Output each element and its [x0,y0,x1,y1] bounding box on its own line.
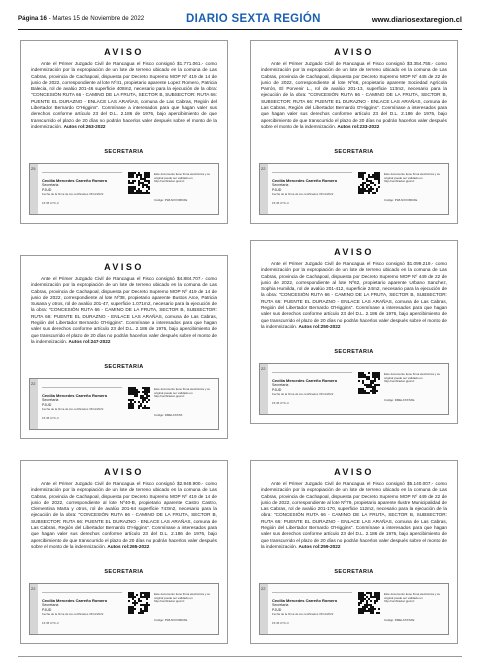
verification-text: Este documento tiene firma electrónica y su original puede ser validado en http://verificadoc.pjud.cl [154,387,211,399]
signature-date-note: Fecha de la firma de los certificados 15/11/2022 [272,612,334,616]
aviso-rol: Autos rol:263-2022 [63,123,106,129]
signer-role: Secretaria [42,398,59,402]
qr-code-icon[interactable] [128,172,150,194]
signature-block [29,378,219,430]
aviso-body [261,61,447,130]
signer-name: Cecilia Mercedes Carreño Romero [42,598,108,603]
signature-number: 22 [261,166,266,171]
aviso-title: AVISO [104,262,144,272]
signature-side-bar [260,364,268,414]
signature-number: 22 [31,586,36,591]
aviso-text: Ante el Primer Juzgado Civil de Rancagua el Fisco consignó $1.771.061.- como indemnización por la expropiación de un lote de terreno ubicado en la comuna de Las Cabras, provincia de Cachapoal, dispuesta por Decreto Supremo MOP Nº 419 de 14 de junio de 2022, correspondiente al lote Nº41, propietario aparente Lopez Romero, Patricia Balecia, rol de avalúo 201-46 superficie 408m2, necesario para la ejecución de la obra: "CONCESIÓN RUTA 66 - CAMINO DE LA FRUTA, SECTOR B, SUBSECTOR: RUTA 66: PUENTE EL DURAZNO - ENLACE LAS ARAÑAS, comuna de Las Cabras, Región del Libertador Bernardo O'Higgins". Conmínase a interesados para que hagan valer sus derechos conforme artículo 23 del D.L. 2.186 de 1976, bajo apercibimiento de que transcurrido el plazo de 20 días no podrán hacerlos valer después sobre el monto de la indemnización. [31,61,217,129]
signature-line [272,592,352,593]
aviso-title: AVISO [104,47,144,57]
verification-text: Este documento tiene firma electrónica y su original puede ser validado en http://verificadoc.pjud.cl [154,592,211,604]
signature-side-bar [30,164,38,214]
aviso-notice [20,40,228,224]
aviso-text: Ante el Primer Juzgado Civil de Rancagua el Fisco consignó $1.099.219.- como indemnización por la expropiación de un lote de terreno ubicado en la comuna de Las Cabras, provincia de Cachapoal, dispuesta por Decreto Supremo MOP Nº 449 de 22 de junio de 2022, correspondiente al lote Nº62, propietario aparente Urbano Sanchez, Sophia Humilda, rol de avalúo 201-412, superficie 24m2, necesario para la ejecución de la obra: "CONCESIÓN RUTA 66 - CAMINO DE LA FRUTA, SECTOR B, SUBSECTOR: RUTA 66: PUENTE EL DURAZNO - ENLACE LAS ARAÑAS, comuna de Las Cabras, Región del Libertador Bernardo O'Higgins". Conmínase a interesados para que hagan valer sus derechos conforme artículo 23 del D.L. 2.186 de 1976, bajo apercibimiento de que transcurrido el plazo de 20 días no podrán hacerlos valer después sobre el monto de la indemnización. [261,261,447,329]
aviso-body [261,481,447,550]
aviso-notice [20,460,228,644]
signature-line [42,172,122,173]
aviso-notice [20,255,228,439]
signature-block [259,363,449,415]
signer-role: Secretaria [272,603,289,607]
signature-side-bar [260,584,268,634]
signature-time: 15:45 UTC-3 [272,621,289,625]
secretaria-label: SECRETARIA [104,149,144,155]
signature-time: 15:45 UTC-3 [42,416,59,420]
page-info [18,15,144,22]
page-header [18,13,462,30]
qr-code-icon[interactable] [358,592,380,614]
verification-text: Este documento tiene firma electrónica y su original puede ser validado en http://verificadoc.pjud.cl [384,592,441,604]
verification-code: Código: DMELXXXSX [154,413,183,417]
newspaper-title: DIARIO SEXTA REGIÓN [186,13,321,25]
verification-code: Código: PWLNXXXMNXE [154,618,188,622]
qr-code-icon[interactable] [358,172,380,194]
signer-name: Cecilia Mercedes Carreño Romero [272,178,338,183]
aviso-body [31,276,217,345]
verification-text: Este documento tiene firma electrónica y su original puede ser validado en http://verificadoc.pjud.cl [384,372,441,384]
signer-role: Secretaria [42,183,59,187]
aviso-rol: Autos rol:233-2022 [337,123,380,129]
signature-side-bar [30,379,38,429]
signature-line [42,592,122,593]
signer-name: Cecilia Mercedes Carreño Romero [42,393,108,398]
signature-side-bar [30,584,38,634]
signature-time: 15:45 UTC-3 [42,621,59,625]
secretaria-label: SECRETARIA [334,149,374,155]
signature-time: 15:45 UTC-3 [272,401,289,405]
aviso-rol: Autos rol:247-2022 [68,338,111,344]
website-link[interactable]: www.diariosextaregion.cl [371,15,462,24]
secretaria-label: SECRETARIA [104,364,144,370]
signature-block [29,583,219,635]
signer-institution: PJUD [42,608,52,612]
signature-time: 15:45 UTC-3 [272,201,289,205]
aviso-rol: Autos rol:265-2022 [107,543,150,549]
qr-code-icon[interactable] [128,387,150,409]
signer-institution: PJUD [272,608,282,612]
signer-institution: PJUD [272,188,282,192]
signature-block [29,163,219,215]
signature-date-note: Fecha de la firma de los certificados 15/11/2022 [272,192,334,196]
aviso-notice [250,460,458,644]
signature-date-note: Fecha de la firma de los certificados 15/11/2022 [42,612,104,616]
signer-institution: PJUD [42,403,52,407]
qr-code-icon[interactable] [358,372,380,394]
signature-line [42,387,122,388]
aviso-text: Ante el Primer Juzgado Civil de Rancagua el Fisco consignó $5.140.007.- como indemnización por la expropiación de un lote de terreno ubicado en la comuna de Las Cabras, provincia de Cachapoal, dispuesta por Decreto Supremo MOP Nº 449 de 22 de junio de 2022, correspondiente al lote Nº79, propietario aparente Ilustre Municipalidad de Las Cabras, rol de avalúo 201-170, superficie 112m2, necesario para la ejecución de la obra: "CONCESIÓN RUTA 66 - CAMINO DE LA FRUTA, SECTOR B, SUBSECTOR: RUTA 66: PUENTE EL DURAZNO - ENLACE LAS ARAÑAS, comuna de Las Cabras, Región del Libertador Bernardo O'Higgins". Conmínase a interesados para que hagan valer sus derechos conforme artículo 23 del D.L. 2.186 de 1976, bajo apercibimiento de que transcurrido el plazo de 20 días no podrán hacerlos valer después sobre el monto de la indemnización. [261,481,447,549]
secretaria-label: SECRETARIA [334,349,374,355]
aviso-body [261,261,447,330]
aviso-body [31,481,217,550]
aviso-notice [250,40,458,224]
signature-block [259,163,449,215]
signer-name: Cecilia Mercedes Carreño Romero [272,598,338,603]
aviso-body [31,61,217,130]
aviso-title: AVISO [104,467,144,477]
page-number: Página 16 [18,15,47,22]
aviso-text: Ante el Primer Juzgado Civil de Rancagua el Fisco consignó $3.354.755.- como indemnización por la expropiación de un lote de terreno ubicado en la comuna de Las Cabras, provincia de Cachapoal, dispuesta por Decreto Supremo MOP Nº 445 de 22 de junio de 2022, correspondiente al lote Nº66, propietario aparente Sociedad Agrícola Parrón, El Porvenir L., rol de avalúo 201-13, superficie 113m2, necesario para la ejecución de la obra: "CONCESIÓN RUTA 66 - CAMINO DE LA FRUTA, SECTOR B, SUBSECTOR: RUTA 66: PUENTE EL DURAZNO - ENLACE LAS ARAÑAS, comuna de Las Cabras, Región del Libertador Bernardo O'Higgins". Conmínase a interesados para que hagan valer sus derechos conforme artículo 23 del D.L. 2.186 de 1976, bajo apercibimiento de que transcurrido el plazo de 20 días no podrán hacerlos valer después sobre el monto de la indemnización. [261,61,447,129]
secretaria-label: SECRETARIA [104,569,144,575]
qr-code-icon[interactable] [128,592,150,614]
verification-code: Código: DMELXXXSXE [384,398,415,402]
signature-time: 15:45 UTC-3 [42,201,59,205]
aviso-text: Ante el Primer Juzgado Civil de Rancagua el Fisco consignó $2.948.900.- como indemnización por la expropiación de un lote de terreno ubicado en la comuna de Las Cabras, provincia de Cachapoal, dispuesta por Decreto Supremo MOP Nº 419 de 14 de junio de 2022, correspondiente al lote Nº40-B, propietario aparente Castro Castro, Clementina Marta y otros, rol de avalúo 201-64 superficie 743m2, necesario para la ejecución de la obra: "CONCESIÓN RUTA 66 - CAMINO DE LA FRUTA, SECTOR B, SUBSECTOR: RUTA 66: PUENTE EL DURAZNO - ENLACE LAS ARAÑAS, comuna de Las Cabras, Región del Libertador Bernardo O'Higgins". Conmínase a interesados para que hagan valer sus derechos conforme artículo 23 del D.L. 2.186 de 1976, bajo apercibimiento de que transcurrido el plazo de 20 días no podrán hacerlos valer después sobre el monto de la indemnización. [31,481,217,549]
signature-date-note: Fecha de la firma de los certificados 15/11/2022 [42,407,104,411]
signer-role: Secretaria [42,603,59,607]
verification-text: Este documento tiene firma electrónica y su original puede ser validado en http://verificadoc.pjud.cl [384,172,441,184]
bottom-divider [18,656,462,657]
signer-role: Secretaria [272,183,289,187]
aviso-rol: Autos rol:259-2022 [298,543,341,549]
aviso-title: AVISO [334,247,374,257]
verification-code: Código: PWLNXXXMNXE [154,198,188,202]
signer-name: Cecilia Mercedes Carreño Romero [42,178,108,183]
signature-number: 22 [31,381,36,386]
signature-date-note: Fecha de la firma de los certificados 15/11/2022 [272,392,334,396]
verification-text: Este documento tiene firma electrónica y su original puede ser validado en http://verificadoc.pjud.cl [154,172,211,184]
signature-number: 22 [261,366,266,371]
verification-code: Código: DMELXXXSXE [384,618,415,622]
signature-date-note: Fecha de la firma de los certificados 15/11/2022 [42,192,104,196]
aviso-text: Ante el Primer Juzgado Civil de Rancagua el Fisco consignó $4.884.707.- como indemnización por la expropiación de un lote de terreno ubicado en la comuna de Las Cabras, provincia de Cachapoal, dispuesta por Decreto Supremo MOP Nº 419 de 14 de junio de 2022, correspondiente al lote Nº38, propietario aparente Bustos Arce, Patricia Susana y otros, rol de avalúo 201-47, superficie 1.071m2, necesario para la ejecución de la obra: "CONCESIÓN RUTA 66 - CAMINO DE LA FRUTA, SECTOR B, SUBSECTOR: RUTA 66: PUENTE EL DURAZNO - ENLACE LAS ARAÑAS, comuna de Las Cabras, Región del Libertador Bernardo O'Higgins". Conmínase a interesados para que hagan valer sus derechos conforme artículo 23 del D.L. 2.186 de 1976, bajo apercibimiento de que transcurrido el plazo de 20 días no podrán hacerlos valer después sobre el monto de la indemnización. [31,276,217,344]
page-date: - Martes 15 de Noviembre de 2022 [46,15,145,22]
aviso-rol: Autos rol:250-2022 [298,323,341,329]
signature-line [272,372,352,373]
signature-number: 25 [31,166,36,171]
signature-block [259,583,449,635]
signature-line [272,172,352,173]
signature-side-bar [260,164,268,214]
signer-name: Cecilia Mercedes Carreño Romero [272,378,338,383]
verification-code: Código: PWLNXXXMNXE [384,198,418,202]
secretaria-label: SECRETARIA [334,569,374,575]
aviso-notice [250,240,458,424]
signer-institution: PJUD [42,188,52,192]
signer-role: Secretaria [272,383,289,387]
aviso-title: AVISO [334,467,374,477]
signature-number: 22 [261,586,266,591]
aviso-title: AVISO [334,47,374,57]
signer-institution: PJUD [272,388,282,392]
